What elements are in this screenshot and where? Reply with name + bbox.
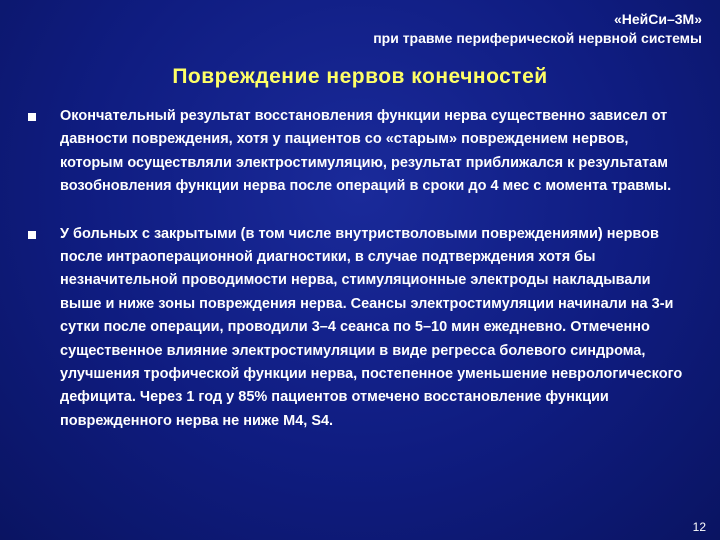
slide-title: Повреждение нервов конечностей xyxy=(172,65,548,88)
header-subtitle: при травме периферической нервной системы xyxy=(373,30,702,46)
bullet-item xyxy=(28,105,692,199)
slide-header xyxy=(373,10,702,48)
bullet-list xyxy=(28,105,692,433)
bullet-text: Окончательный результат восстановления функции нерва существенно зависел от давности повреждения, хотя у пациентов со «старым» повреждением нервов, которым осуществляли электростимуляцию, результат приближался к результатам возобновления функции нерва после операций в сроки до 4 мес с момента травмы. xyxy=(60,108,672,195)
bullet-item xyxy=(28,223,692,434)
header-product-name: «НейСи–3М» xyxy=(613,11,702,27)
square-bullet-icon xyxy=(28,113,36,121)
bullet-text: У больных с закрытыми (в том числе внутристволовыми повреждениями) нервов после интраоперационной диагностики, в случае подтверждения хотя бы незначительной проводимости нерва, стимуляционные электроды накладывали выше и ниже зоны повреждения нерва. Сеансы электростимуляции начинали на 3-и сутки после операции, проводили 3–4 сеанса по 5–10 мин ежедневно. Отмеченно существенное влияние электростимуляции в виде регресса болевого синдрома, улучшения трофической функции нерва, постепенное уменьшение неврологического дефицита. Через 1 год у 85% пациентов отмечено восстановление функции поврежденного нерва не ниже М4, S4. xyxy=(60,225,683,429)
square-bullet-icon xyxy=(28,231,36,239)
page-number: 12 xyxy=(692,520,706,534)
